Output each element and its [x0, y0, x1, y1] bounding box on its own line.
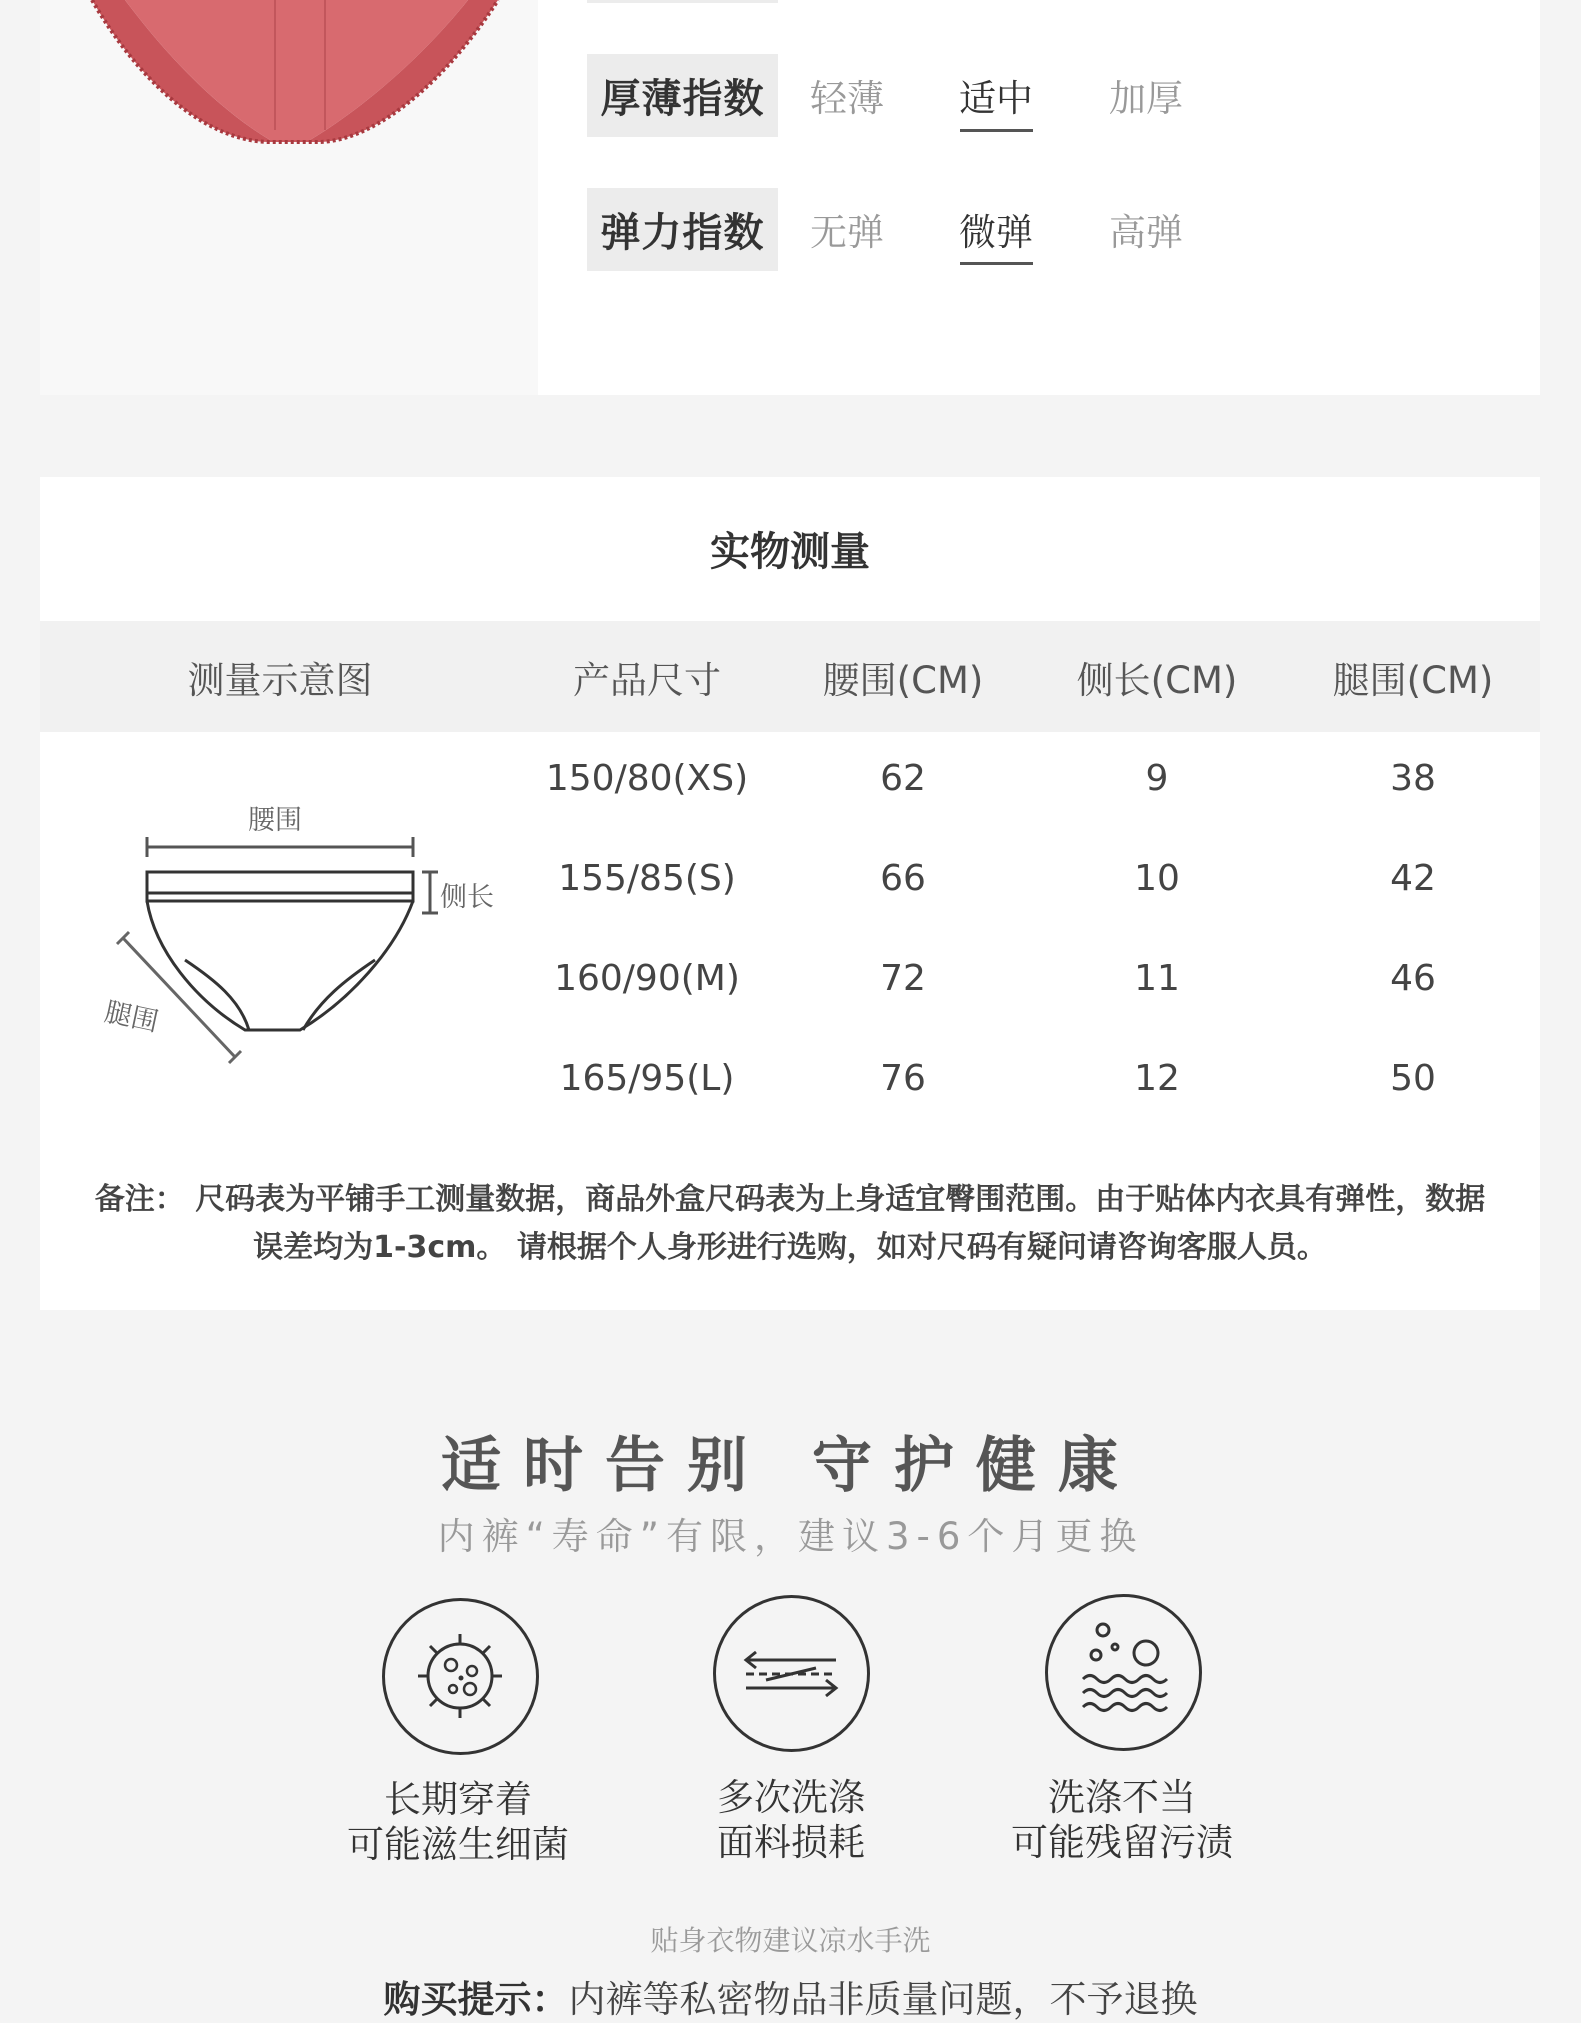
cell-leg: 46 [1390, 958, 1436, 999]
elasticity-option-high[interactable]: 高弹 [1109, 211, 1183, 254]
purchase-notice-text: 内裤等私密物品非质量问题，不予退换 [568, 1978, 1198, 2021]
cell-side: 9 [1145, 758, 1169, 799]
cell-waist: 62 [880, 758, 926, 799]
thickness-option-thick[interactable]: 加厚 [1109, 77, 1183, 120]
elasticity-option-none[interactable]: 无弹 [810, 211, 884, 254]
cell-side: 11 [1134, 958, 1180, 999]
header-side: 侧长(CM) [1076, 659, 1238, 702]
cell-size: 150/80(XS) [545, 758, 749, 799]
header-size: 产品尺寸 [573, 659, 721, 702]
purchase-notice-label: 购买提示： [383, 1978, 569, 2021]
caption-line2: 可能滋生细菌 [347, 1823, 569, 1866]
elasticity-option-slight[interactable]: 微弹 [959, 211, 1033, 254]
cell-leg: 42 [1390, 858, 1436, 899]
cell-side: 10 [1134, 858, 1180, 899]
size-note [50, 1176, 1530, 1272]
bacteria-icon [382, 1598, 539, 1755]
caption-line2: 面料损耗 [717, 1821, 865, 1864]
cell-size: 165/95(L) [559, 1058, 735, 1099]
cell-leg: 50 [1390, 1058, 1436, 1099]
caption-line1: 长期穿着 [384, 1778, 532, 1821]
size-note-line1: 备注： 尺码表为平铺手工测量数据，商品外盒尺码表为上身适宜臀围范围。由于贴体内衣具有弹性，数据 [94, 1182, 1486, 1217]
measurement-title: 实物测量 [710, 529, 870, 575]
diagram-label-side: 侧长 [440, 882, 494, 913]
health-title: 适时告别 守护健康 [441, 1431, 1140, 1501]
health-caption-fabric [661, 1775, 921, 1865]
elasticity-selected-underline [960, 262, 1033, 265]
header-waist: 腰围(CM) [822, 659, 984, 702]
health-caption-stain [992, 1775, 1252, 1865]
diagram-label-leg: 腿围 [101, 996, 162, 1039]
thickness-selected-underline [960, 129, 1033, 132]
cell-size: 160/90(M) [554, 958, 740, 999]
caption-line1: 洗涤不当 [1048, 1776, 1196, 1819]
size-note-line2: 误差均为1-3cm。 请根据个人身形进行选购，如对尺码有疑问请咨询客服人员。 [253, 1230, 1327, 1265]
caption-line1: 多次洗涤 [717, 1776, 865, 1819]
health-subtitle: 内裤“寿命”有限，建议3-6个月更换 [437, 1515, 1144, 1558]
cell-side: 12 [1134, 1058, 1180, 1099]
product-image [90, 0, 500, 150]
thickness-option-medium[interactable]: 适中 [959, 77, 1033, 120]
health-caption-bacteria [328, 1777, 588, 1867]
elasticity-label: 弹力指数 [587, 188, 778, 271]
caption-line2: 可能残留污渍 [1011, 1821, 1233, 1864]
cell-waist: 72 [880, 958, 926, 999]
cell-waist: 66 [880, 858, 926, 899]
cell-waist: 76 [880, 1058, 926, 1099]
header-diagram: 测量示意图 [187, 659, 373, 702]
thickness-option-light[interactable]: 轻薄 [810, 77, 884, 120]
wash-tip: 贴身衣物建议凉水手洗 [650, 1924, 931, 1957]
water-bubbles-icon [1045, 1594, 1202, 1751]
diagram-label-waist: 腰围 [248, 805, 302, 836]
purchase-notice [0, 1969, 1581, 2023]
measurement-diagram [95, 780, 515, 1080]
cell-size: 155/85(S) [558, 858, 736, 899]
thickness-label: 厚薄指数 [587, 54, 778, 137]
fabric-wear-icon [713, 1595, 870, 1752]
cell-leg: 38 [1390, 758, 1436, 799]
attribute-tag-partial [587, 0, 778, 3]
header-leg: 腿围(CM) [1332, 659, 1494, 702]
